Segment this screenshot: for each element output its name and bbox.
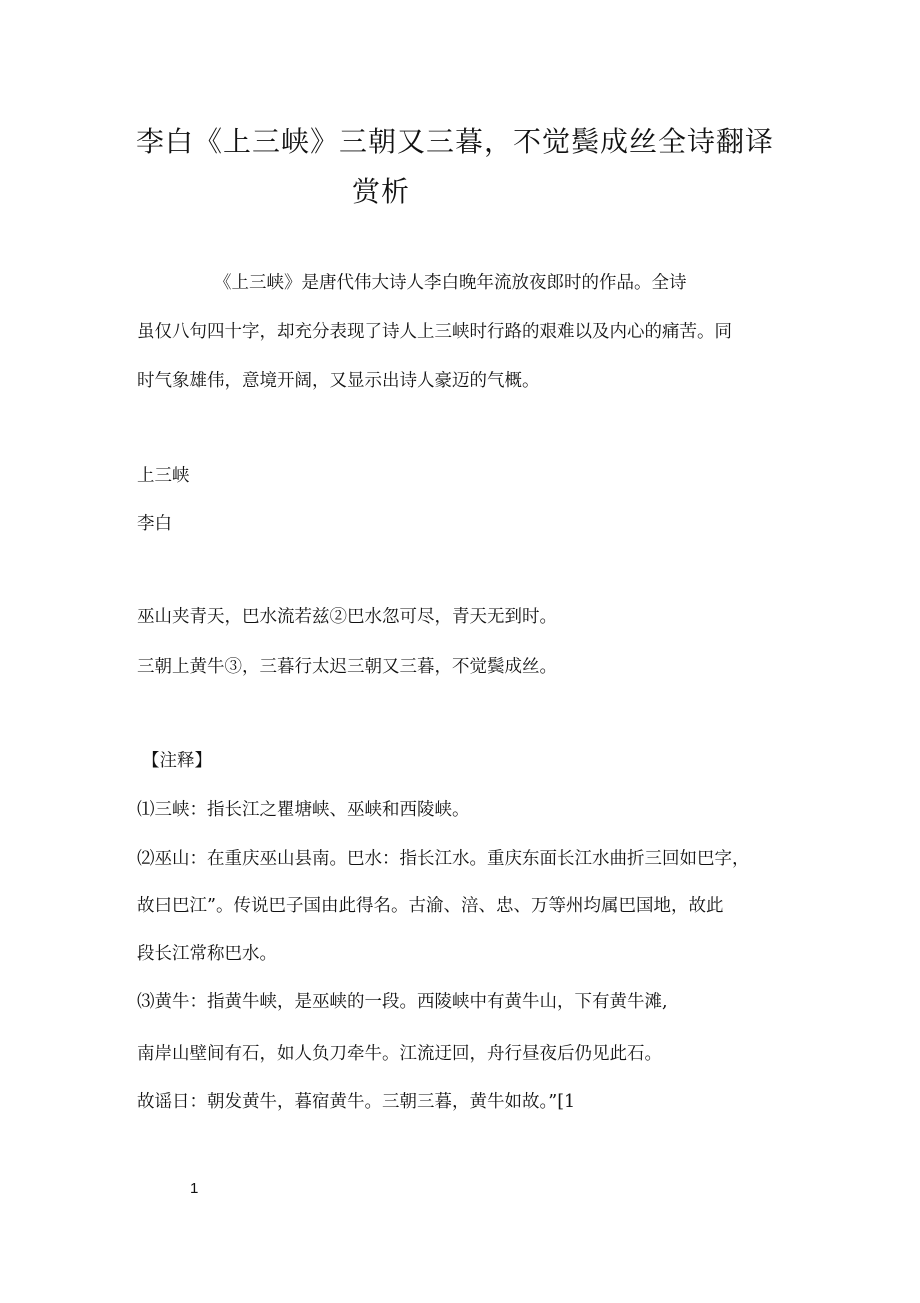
note-line-1: ⑴三峡：指长江之瞿塘峡、巫峡和西陵峡。 — [137, 800, 470, 820]
note-line-5: ⑶黄牛：指黄牛峡，是巫峡的一段。西陵峡中有黄牛山，下有黄牛滩, — [137, 992, 668, 1012]
poem-author: 李白 — [137, 514, 172, 534]
intro-paragraph-line-1: 《上三峡》是唐代伟大诗人李白晚年流放夜郎时的作品。全诗 — [214, 273, 687, 293]
intro-paragraph-line-2: 虽仅八句四十字，却充分表现了诗人上三峡时行路的艰难以及内心的痛苦。同 — [137, 322, 732, 342]
notes-heading: 【注释】 — [142, 751, 212, 771]
poem-line-2: 三朝上黄牛③，三暮行太迟三朝又三暮，不觉鬓成丝。 — [137, 657, 557, 677]
poem-line-1: 巫山夹青天，巴水流若兹②巴水忽可尽，青天无到时。 — [137, 607, 557, 627]
note-line-2: ⑵巫山：在重庆巫山县南。巴水：指长江水。重庆东面长江水曲折三回如巴字， — [137, 849, 750, 869]
note-line-4: 段长江常称巴水。 — [137, 944, 277, 964]
poem-title: 上三峡 — [137, 466, 190, 486]
page-number: 1 — [190, 1180, 199, 1197]
document-title-line-2: 赏析 — [352, 175, 411, 208]
note-line-3: 故曰巴江”。传说巴子国由此得名。古渝、涪、忠、万等州均属巴国地，故此 — [137, 896, 724, 916]
note-line-7: 故谣日：朝发黄牛，暮宿黄牛。三朝三暮，黄牛如故。”[1 — [137, 1092, 576, 1112]
note-line-6: 南岸山壁间有石，如人负刀牵牛。江流迂回，舟行昼夜后仍见此石。 — [137, 1044, 662, 1064]
intro-paragraph-line-3: 时气象雄伟，意境开阔，又显示出诗人豪迈的气概。 — [137, 371, 540, 391]
document-title-line-1: 李白《上三峡》三朝又三暮，不觉鬓成丝全诗翻译 — [136, 125, 775, 158]
